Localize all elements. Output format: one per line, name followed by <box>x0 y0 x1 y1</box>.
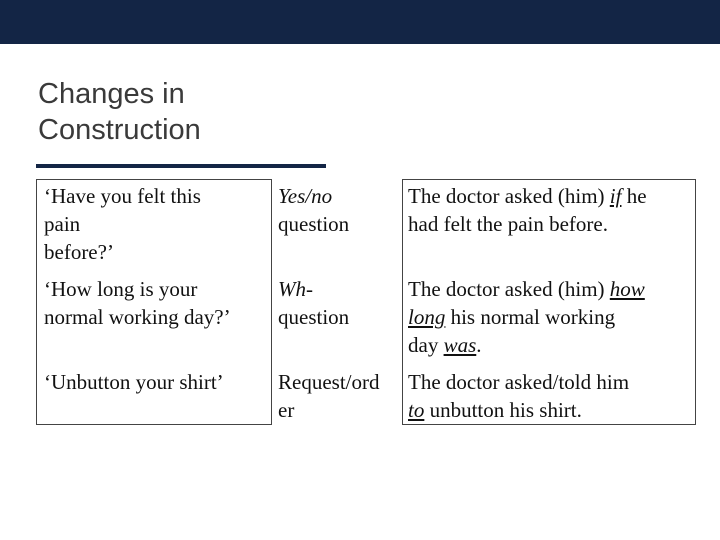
row1-reported: The doctor asked (him) if he had felt the pain before. <box>408 184 647 236</box>
row3-type: Request/ord er <box>278 370 380 422</box>
row3-sentence: ‘Unbutton your shirt’ <box>44 370 224 394</box>
row2-reported: The doctor asked (him) how long his normal working day was. <box>408 277 645 357</box>
row2-sentence: ‘How long is your normal working day?’ <box>44 277 231 329</box>
top-banner <box>0 0 720 44</box>
row3-reported: The doctor asked/told him to unbutton his shirt. <box>408 370 630 422</box>
title-line-1: Changes in <box>38 78 185 110</box>
title-underline <box>36 164 326 168</box>
slide-title <box>38 76 201 148</box>
row1-sentence: ‘Have you felt this pain before?’ <box>44 184 201 264</box>
row2-type: Wh- question <box>278 277 350 329</box>
title-line-2: Construction <box>38 114 201 146</box>
row1-type: Yes/no question <box>278 184 350 236</box>
